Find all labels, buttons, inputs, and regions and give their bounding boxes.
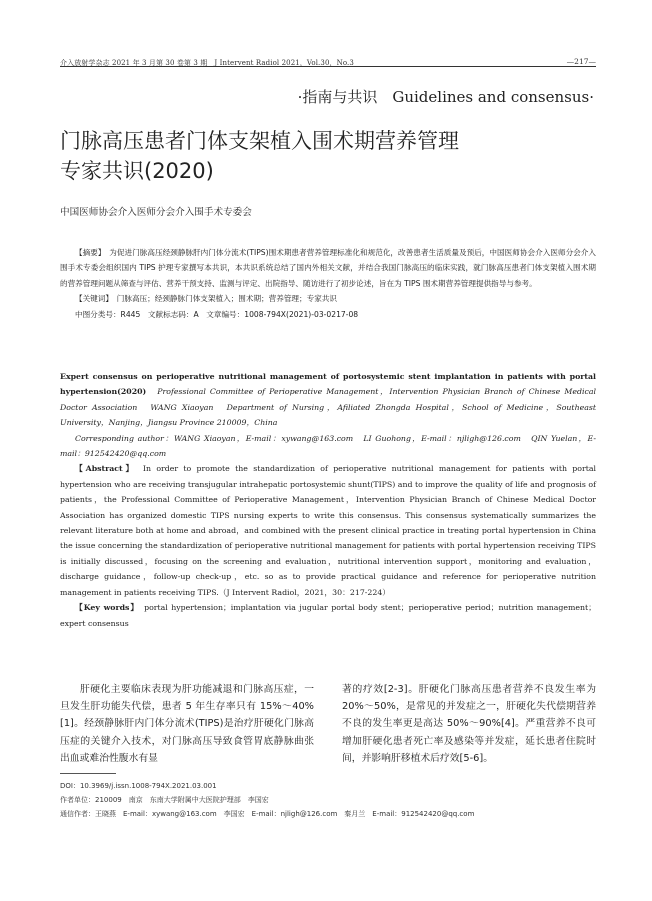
keywords-en: portal hypertension；implantation via jugular portal body stent；perioperative period；nutrition management；expert consensus (60, 603, 596, 628)
doi-line: DOI：10.3969/j.issn.1008-794X.2021.03.001 (60, 782, 217, 790)
english-affiliation: Professional Committee of Perioperative Management，Intervention Physician Branch of Chinese Medical Doctor Association WANG Xiaoyan Department of Nursing，Afiliated Zhongda Hospital，School of Medicine，Southeast University，Nanjing，Jiangsu Province 210009，China (60, 387, 596, 428)
body-paragraph-right: 著的疗效[2-3]。肝硬化门脉高压患者营养不良发生率为 20%～50%，是常见的并发症之一，肝硬化失代偿期营养不良的发生率更是高达 50%～90%[4]。严重营养不良可增加肝硬化患者死亡率及感染等并发症，延长患者住院时间，并影响肝移植术后疗效[5-6]。 (342, 684, 596, 764)
body-paragraph-left: 肝硬化主要临床表现为肝功能减退和门脉高压症，一旦发生肝功能失代偿，患者 5 年生存率只有 15%～40%[1]。经颈静脉肝内门体分流术(TIPS)是治疗肝硬化门脉高压症的关键介入技术，对门脉高压导致食管胃底静脉曲张出血或难治性腹水有显 (60, 684, 314, 764)
author-unit-line: 作者单位：210009 南京 东南大学附属中大医院护理部 李国宏 (60, 796, 269, 804)
footnote-rule (60, 773, 116, 774)
keywords-label-en: 【Key words】 (75, 603, 136, 613)
english-title: Expert consensus on perioperative nutritional management of portosystemic stent implantation in patients with portal hypertension(2020) (60, 372, 596, 397)
english-corresponding: Corresponding author：WANG Xiaoyan，E-mail：xywang@163.com LI Guohong，E-mail：njligh@126.com QIN Yuelan，E-mail：912542420@qq.com (60, 433, 596, 459)
body-column-left (60, 681, 314, 767)
title-line-1: 门脉高压患者门体支架植入围术期营养管理 (60, 129, 459, 153)
chinese-abstract (60, 245, 596, 322)
english-abstract (60, 369, 596, 631)
section-label: ·指南与共识 Guidelines and consensus· (297, 88, 594, 106)
article-title (60, 126, 459, 186)
footnotes (60, 779, 474, 821)
abstract-text-zh: 为促进门脉高压经颈静脉肝内门体分流术(TIPS)围术期患者营养管理标准化和规范化，改善患者生活质量及预后，中国医师协会介入医师分会介入围手术专委会组织国内 TIPS 护理专家撰写本共识，本共识系统总结了国内外相关文献，并结合我国门脉高压的临床实践，就门脉高压患者门体支架植入围术期的营养管理问题从筛查与评估、营养干预支持、监测与评定、出院指导、随访进行了初步论述，旨在为 TIPS 围术期营养管理提供指导与参考。 (60, 248, 597, 288)
abstract-text-en: In order to promote the standardization of perioperative nutritional management for patients with portal hypertension who are receiving transjugular intrahepatic portosystemic shunt(TIPS) and to improve the quality of life and prognosis of patients，the Professional Committee of Perioperative Management，Intervention Physician Branch of Chinese Medical Doctor Association has organized domestic TIPS nursing experts to write this consensus. This consensus systematically summarizes the relevant literature both at home and abroad，and combined with the present clinical practice in treating portal hypertension in China the issue concerning the standardization of perioperative nutritional management for patients with portal hypertension receiving TIPS is initially discussed，focusing on the screening and evaluation，nutritional intervention support，monitoring and evaluation，discharge guidance，follow-up check-up，etc. so as to provide practical guidance and reference for perioperative nutrition management in patients receiving TIPS.（J Intervent Radiol，2021，30：217-224） (60, 464, 596, 597)
abstract-label-en: 【Abstract】 (75, 464, 133, 474)
author-group: 中国医师协会介入医师分会介入围手术专委会 (60, 207, 252, 218)
title-line-2: 专家共识(2020) (60, 159, 214, 183)
body-column-right (342, 681, 596, 767)
page-number: —217— (566, 57, 596, 66)
keywords-zh: 门脉高压；经颈静脉门体支架植入；围术期；营养管理；专家共识 (116, 294, 337, 304)
keywords-label-zh: 【关键词】 (75, 294, 110, 304)
classification-line: 中图分类号：R445 文献标志码：A 文章编号：1008-794X(2021)-03-0217-08 (75, 309, 359, 319)
corresponding-author-line: 通信作者：王晓燕 E-mail：xywang@163.com 李国宏 E-mail：njligh@126.com 秦月兰 E-mail：912542420@qq.com (60, 810, 475, 818)
abstract-label-zh: 【摘要】 (75, 248, 102, 257)
header-rule (60, 66, 596, 67)
running-head: 介入放射学杂志 2021 年 3 月第 30 卷第 3 期 J Intervent Radiol 2021，Vol.30，No.3 (60, 59, 354, 67)
